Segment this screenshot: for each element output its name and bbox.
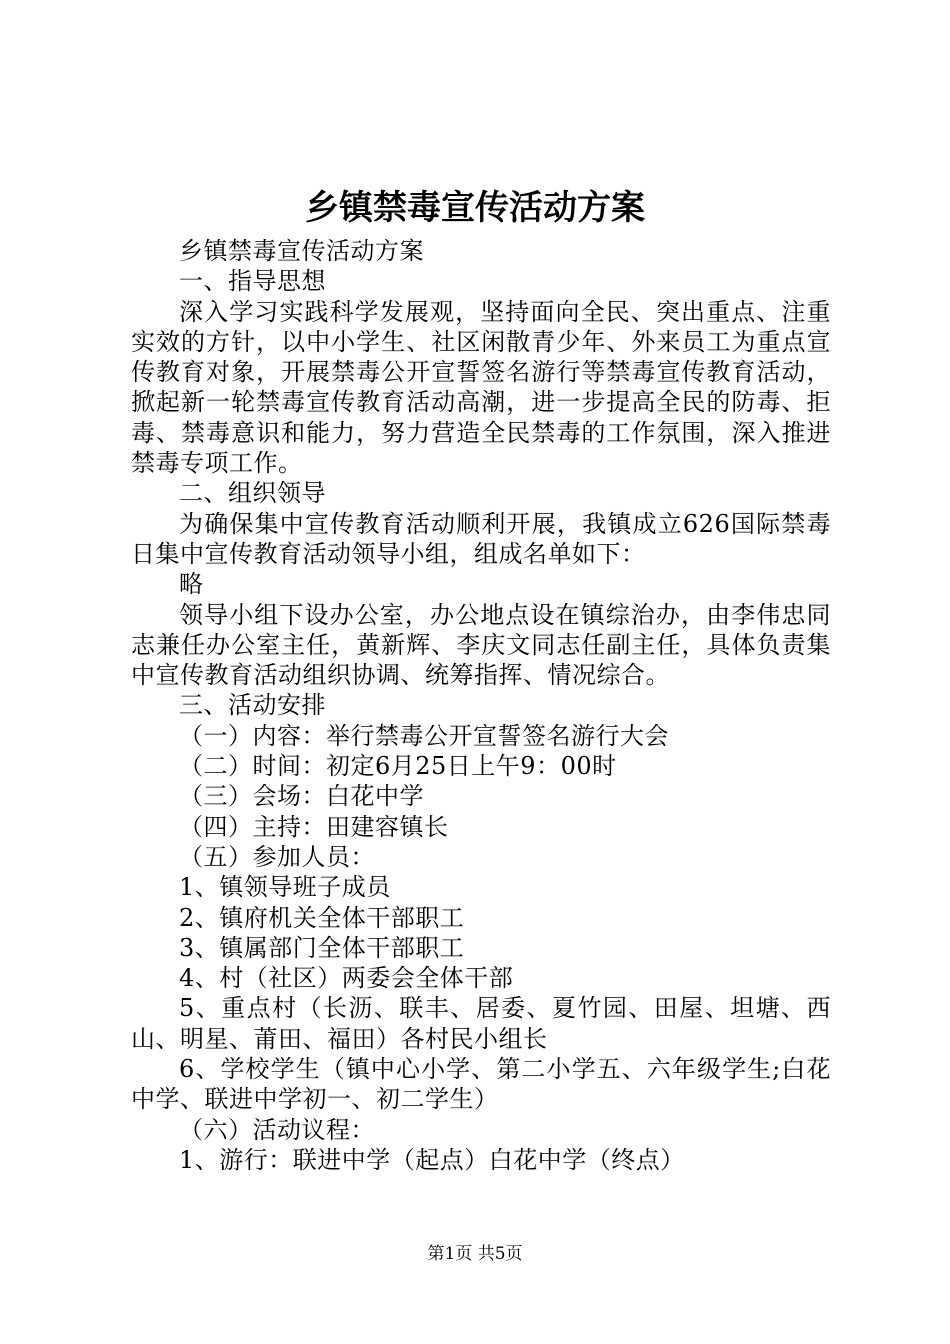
paragraph-organization: 为确保集中宣传教育活动顺利开展，我镇成立626国际禁毒日集中宣传教育活动领导小组，组成名单如下： — [131, 509, 831, 568]
page-footer: 第1页 共5页 — [427, 1244, 523, 1264]
list-item: 1、游行：联进中学（起点）白花中学（终点） — [179, 1145, 685, 1174]
list-item: 4、村（社区）两委会全体干部 — [179, 964, 514, 993]
list-item-content: （一）内容：举行禁毒公开宣誓签名游行大会 — [179, 721, 669, 750]
list-item: 2、镇府机关全体干部职工 — [179, 903, 465, 932]
list-item-participants: （五）参加人员： — [179, 842, 375, 871]
paragraph-omitted: 略 — [179, 570, 204, 599]
section-heading-1: 一、指导思想 — [179, 267, 326, 296]
section-heading-2: 二、组织领导 — [179, 479, 326, 508]
list-item-agenda: （六）活动议程： — [179, 1115, 375, 1144]
document-body — [131, 236, 831, 1175]
section-heading-3: 三、活动安排 — [179, 691, 326, 720]
paragraph-subtitle: 乡镇禁毒宣传活动方案 — [179, 237, 424, 265]
list-item: 6、学校学生（镇中心小学、第二小学五、六年级学生;白花中学、联进中学初一、初二学生） — [131, 1055, 831, 1114]
list-item: 1、镇领导班子成员 — [179, 873, 391, 902]
document-title: 乡镇禁毒宣传活动方案 — [305, 188, 645, 228]
list-item: 3、镇属部门全体干部职工 — [179, 933, 465, 962]
list-item-venue: （三）会场：白花中学 — [179, 782, 424, 811]
list-item: 5、重点村（长沥、联丰、居委、夏竹园、田屋、坦塘、西山、明星、莆田、福田）各村民小组长 — [131, 994, 831, 1053]
list-item-host: （四）主持：田建容镇长 — [179, 812, 449, 841]
paragraph-office: 领导小组下设办公室，办公地点设在镇综治办，由李伟忠同志兼任办公室主任，黄新辉、李庆文同志任副主任，具体负责集中宣传教育活动组织协调、统筹指挥、情况综合。 — [131, 600, 831, 690]
list-item-time: （二）时间：初定6月25日上午9：00时 — [179, 752, 617, 781]
paragraph-guiding-thought: 深入学习实践科学发展观，坚持面向全民、突出重点、注重实效的方针，以中小学生、社区闲散青少年、外来员工为重点宣传教育对象，开展禁毒公开宣誓签名游行等禁毒宣传教育活动，掀起新一轮禁毒宣传教育活动高潮，进一步提高全民的防毒、拒毒、禁毒意识和能力，努力营造全民禁毒的工作氛围，深入推进禁毒专项工作。 — [131, 297, 831, 478]
